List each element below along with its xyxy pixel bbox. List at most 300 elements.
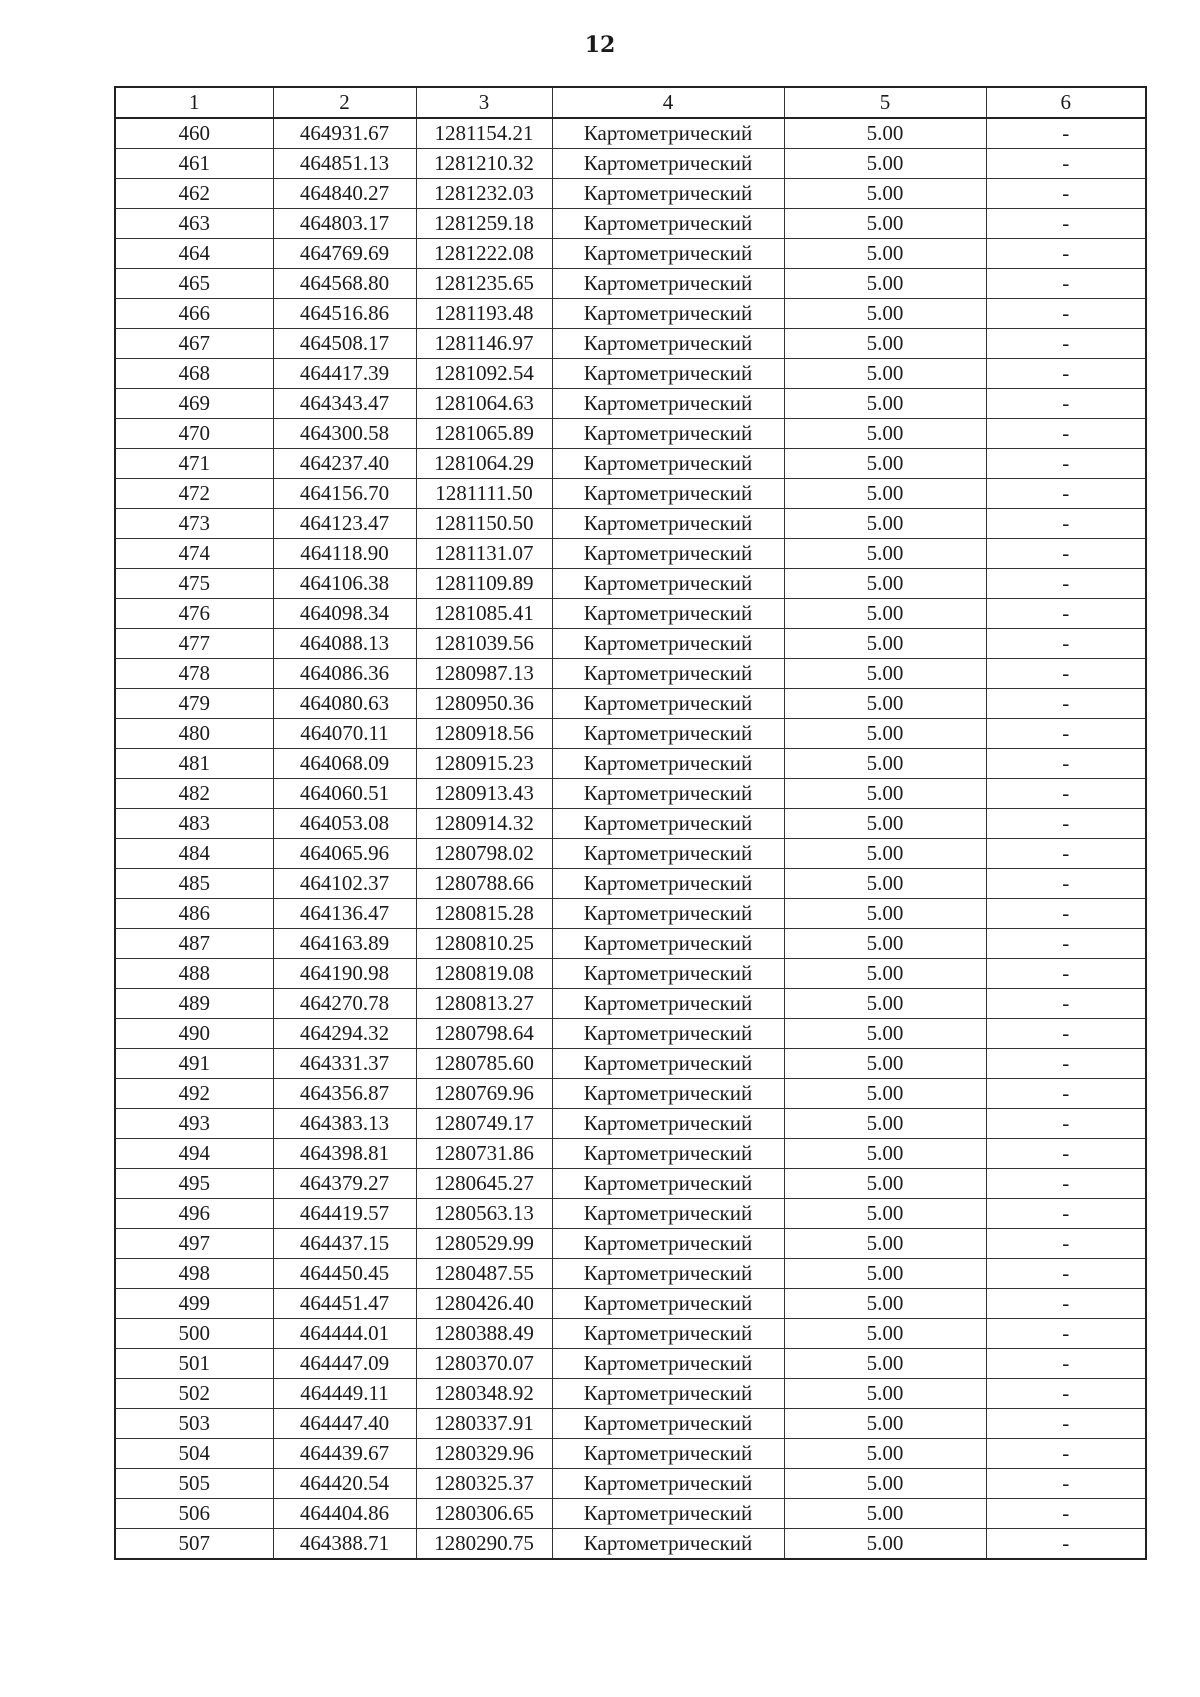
coordinates-table bbox=[114, 86, 1147, 1560]
table-row bbox=[115, 839, 1146, 869]
method-cell: Картометрический bbox=[552, 719, 784, 749]
method-cell: Картометрический bbox=[552, 539, 784, 569]
method-cell: Картометрический bbox=[552, 239, 784, 269]
table-row bbox=[115, 1169, 1146, 1199]
table-row bbox=[115, 989, 1146, 1019]
x-coordinate-cell: 464451.47 bbox=[273, 1289, 416, 1319]
method-cell: Картометрический bbox=[552, 1379, 784, 1409]
point-number-cell: 494 bbox=[115, 1139, 273, 1169]
method-cell: Картометрический bbox=[552, 329, 784, 359]
x-coordinate-cell: 464516.86 bbox=[273, 299, 416, 329]
x-coordinate-cell: 464190.98 bbox=[273, 959, 416, 989]
accuracy-cell: 5.00 bbox=[784, 659, 986, 689]
x-coordinate-cell: 464123.47 bbox=[273, 509, 416, 539]
point-number-cell: 507 bbox=[115, 1529, 273, 1560]
method-cell: Картометрический bbox=[552, 1259, 784, 1289]
y-coordinate-cell: 1280785.60 bbox=[416, 1049, 552, 1079]
table-row bbox=[115, 1259, 1146, 1289]
point-number-cell: 476 bbox=[115, 599, 273, 629]
accuracy-cell: 5.00 bbox=[784, 1289, 986, 1319]
description-cell: - bbox=[986, 659, 1146, 689]
method-cell: Картометрический bbox=[552, 1349, 784, 1379]
table-row bbox=[115, 539, 1146, 569]
point-number-cell: 498 bbox=[115, 1259, 273, 1289]
x-coordinate-cell: 464156.70 bbox=[273, 479, 416, 509]
description-cell: - bbox=[986, 719, 1146, 749]
column-header-5: 5 bbox=[784, 87, 986, 118]
point-number-cell: 502 bbox=[115, 1379, 273, 1409]
x-coordinate-cell: 464102.37 bbox=[273, 869, 416, 899]
point-number-cell: 487 bbox=[115, 929, 273, 959]
description-cell: - bbox=[986, 1079, 1146, 1109]
y-coordinate-cell: 1281193.48 bbox=[416, 299, 552, 329]
method-cell: Картометрический bbox=[552, 1319, 784, 1349]
y-coordinate-cell: 1280487.55 bbox=[416, 1259, 552, 1289]
description-cell: - bbox=[986, 389, 1146, 419]
method-cell: Картометрический bbox=[552, 599, 784, 629]
point-number-cell: 478 bbox=[115, 659, 273, 689]
x-coordinate-cell: 464851.13 bbox=[273, 149, 416, 179]
accuracy-cell: 5.00 bbox=[784, 929, 986, 959]
method-cell: Картометрический bbox=[552, 419, 784, 449]
table-row bbox=[115, 389, 1146, 419]
table-row bbox=[115, 779, 1146, 809]
point-number-cell: 499 bbox=[115, 1289, 273, 1319]
table-row bbox=[115, 479, 1146, 509]
description-cell: - bbox=[986, 299, 1146, 329]
x-coordinate-cell: 464088.13 bbox=[273, 629, 416, 659]
description-cell: - bbox=[986, 599, 1146, 629]
y-coordinate-cell: 1280529.99 bbox=[416, 1229, 552, 1259]
description-cell: - bbox=[986, 899, 1146, 929]
y-coordinate-cell: 1281154.21 bbox=[416, 118, 552, 149]
x-coordinate-cell: 464270.78 bbox=[273, 989, 416, 1019]
method-cell: Картометрический bbox=[552, 779, 784, 809]
description-cell: - bbox=[986, 359, 1146, 389]
accuracy-cell: 5.00 bbox=[784, 149, 986, 179]
x-coordinate-cell: 464388.71 bbox=[273, 1529, 416, 1560]
point-number-cell: 462 bbox=[115, 179, 273, 209]
accuracy-cell: 5.00 bbox=[784, 809, 986, 839]
description-cell: - bbox=[986, 479, 1146, 509]
x-coordinate-cell: 464420.54 bbox=[273, 1469, 416, 1499]
method-cell: Картометрический bbox=[552, 509, 784, 539]
x-coordinate-cell: 464447.09 bbox=[273, 1349, 416, 1379]
table-row bbox=[115, 1379, 1146, 1409]
method-cell: Картометрический bbox=[552, 749, 784, 779]
point-number-cell: 480 bbox=[115, 719, 273, 749]
point-number-cell: 461 bbox=[115, 149, 273, 179]
accuracy-cell: 5.00 bbox=[784, 509, 986, 539]
method-cell: Картометрический bbox=[552, 659, 784, 689]
y-coordinate-cell: 1281222.08 bbox=[416, 239, 552, 269]
method-cell: Картометрический bbox=[552, 1289, 784, 1319]
table-row bbox=[115, 1469, 1146, 1499]
description-cell: - bbox=[986, 1439, 1146, 1469]
y-coordinate-cell: 1281131.07 bbox=[416, 539, 552, 569]
point-number-cell: 486 bbox=[115, 899, 273, 929]
table-row bbox=[115, 149, 1146, 179]
x-coordinate-cell: 464449.11 bbox=[273, 1379, 416, 1409]
description-cell: - bbox=[986, 419, 1146, 449]
description-cell: - bbox=[986, 929, 1146, 959]
table-row bbox=[115, 359, 1146, 389]
y-coordinate-cell: 1281092.54 bbox=[416, 359, 552, 389]
y-coordinate-cell: 1280798.02 bbox=[416, 839, 552, 869]
point-number-cell: 465 bbox=[115, 269, 273, 299]
accuracy-cell: 5.00 bbox=[784, 1139, 986, 1169]
point-number-cell: 460 bbox=[115, 118, 273, 149]
accuracy-cell: 5.00 bbox=[784, 779, 986, 809]
y-coordinate-cell: 1280337.91 bbox=[416, 1409, 552, 1439]
description-cell: - bbox=[986, 1169, 1146, 1199]
accuracy-cell: 5.00 bbox=[784, 1079, 986, 1109]
accuracy-cell: 5.00 bbox=[784, 1409, 986, 1439]
description-cell: - bbox=[986, 509, 1146, 539]
accuracy-cell: 5.00 bbox=[784, 269, 986, 299]
description-cell: - bbox=[986, 1409, 1146, 1439]
point-number-cell: 470 bbox=[115, 419, 273, 449]
x-coordinate-cell: 464803.17 bbox=[273, 209, 416, 239]
accuracy-cell: 5.00 bbox=[784, 359, 986, 389]
x-coordinate-cell: 464331.37 bbox=[273, 1049, 416, 1079]
x-coordinate-cell: 464068.09 bbox=[273, 749, 416, 779]
y-coordinate-cell: 1280749.17 bbox=[416, 1109, 552, 1139]
table-row bbox=[115, 1019, 1146, 1049]
x-coordinate-cell: 464237.40 bbox=[273, 449, 416, 479]
description-cell: - bbox=[986, 179, 1146, 209]
description-cell: - bbox=[986, 1049, 1146, 1079]
point-number-cell: 469 bbox=[115, 389, 273, 419]
method-cell: Картометрический bbox=[552, 869, 784, 899]
method-cell: Картометрический bbox=[552, 1499, 784, 1529]
point-number-cell: 483 bbox=[115, 809, 273, 839]
table-row bbox=[115, 1529, 1146, 1560]
accuracy-cell: 5.00 bbox=[784, 1439, 986, 1469]
table-row bbox=[115, 599, 1146, 629]
table-row bbox=[115, 1079, 1146, 1109]
table-row bbox=[115, 269, 1146, 299]
accuracy-cell: 5.00 bbox=[784, 299, 986, 329]
y-coordinate-cell: 1280645.27 bbox=[416, 1169, 552, 1199]
y-coordinate-cell: 1281235.65 bbox=[416, 269, 552, 299]
table-header-row bbox=[115, 87, 1146, 118]
method-cell: Картометрический bbox=[552, 1019, 784, 1049]
description-cell: - bbox=[986, 1109, 1146, 1139]
x-coordinate-cell: 464098.34 bbox=[273, 599, 416, 629]
accuracy-cell: 5.00 bbox=[784, 1199, 986, 1229]
y-coordinate-cell: 1280290.75 bbox=[416, 1529, 552, 1560]
accuracy-cell: 5.00 bbox=[784, 569, 986, 599]
column-header-3: 3 bbox=[416, 87, 552, 118]
x-coordinate-cell: 464060.51 bbox=[273, 779, 416, 809]
accuracy-cell: 5.00 bbox=[784, 329, 986, 359]
y-coordinate-cell: 1280819.08 bbox=[416, 959, 552, 989]
description-cell: - bbox=[986, 329, 1146, 359]
accuracy-cell: 5.00 bbox=[784, 1379, 986, 1409]
x-coordinate-cell: 464343.47 bbox=[273, 389, 416, 419]
y-coordinate-cell: 1280915.23 bbox=[416, 749, 552, 779]
accuracy-cell: 5.00 bbox=[784, 239, 986, 269]
page-number: 12 bbox=[584, 32, 616, 58]
description-cell: - bbox=[986, 989, 1146, 1019]
description-cell: - bbox=[986, 959, 1146, 989]
x-coordinate-cell: 464053.08 bbox=[273, 809, 416, 839]
point-number-cell: 479 bbox=[115, 689, 273, 719]
x-coordinate-cell: 464437.15 bbox=[273, 1229, 416, 1259]
point-number-cell: 490 bbox=[115, 1019, 273, 1049]
accuracy-cell: 5.00 bbox=[784, 1499, 986, 1529]
table-row bbox=[115, 329, 1146, 359]
point-number-cell: 489 bbox=[115, 989, 273, 1019]
table-row bbox=[115, 629, 1146, 659]
y-coordinate-cell: 1280987.13 bbox=[416, 659, 552, 689]
column-header-2: 2 bbox=[273, 87, 416, 118]
x-coordinate-cell: 464294.32 bbox=[273, 1019, 416, 1049]
accuracy-cell: 5.00 bbox=[784, 1169, 986, 1199]
method-cell: Картометрический bbox=[552, 629, 784, 659]
accuracy-cell: 5.00 bbox=[784, 749, 986, 779]
description-cell: - bbox=[986, 1199, 1146, 1229]
description-cell: - bbox=[986, 1319, 1146, 1349]
accuracy-cell: 5.00 bbox=[784, 1529, 986, 1560]
description-cell: - bbox=[986, 1259, 1146, 1289]
table-row bbox=[115, 959, 1146, 989]
method-cell: Картометрический bbox=[552, 959, 784, 989]
x-coordinate-cell: 464379.27 bbox=[273, 1169, 416, 1199]
method-cell: Картометрический bbox=[552, 689, 784, 719]
method-cell: Картометрический bbox=[552, 1169, 784, 1199]
method-cell: Картометрический bbox=[552, 899, 784, 929]
method-cell: Картометрический bbox=[552, 179, 784, 209]
x-coordinate-cell: 464163.89 bbox=[273, 929, 416, 959]
x-coordinate-cell: 464383.13 bbox=[273, 1109, 416, 1139]
y-coordinate-cell: 1280731.86 bbox=[416, 1139, 552, 1169]
y-coordinate-cell: 1281064.29 bbox=[416, 449, 552, 479]
y-coordinate-cell: 1280914.32 bbox=[416, 809, 552, 839]
x-coordinate-cell: 464439.67 bbox=[273, 1439, 416, 1469]
method-cell: Картометрический bbox=[552, 989, 784, 1019]
y-coordinate-cell: 1281111.50 bbox=[416, 479, 552, 509]
point-number-cell: 481 bbox=[115, 749, 273, 779]
table-row bbox=[115, 1499, 1146, 1529]
point-number-cell: 466 bbox=[115, 299, 273, 329]
method-cell: Картометрический bbox=[552, 839, 784, 869]
x-coordinate-cell: 464447.40 bbox=[273, 1409, 416, 1439]
table-row bbox=[115, 689, 1146, 719]
table-row bbox=[115, 809, 1146, 839]
table-row bbox=[115, 509, 1146, 539]
description-cell: - bbox=[986, 809, 1146, 839]
accuracy-cell: 5.00 bbox=[784, 899, 986, 929]
method-cell: Картометрический bbox=[552, 1529, 784, 1560]
description-cell: - bbox=[986, 629, 1146, 659]
point-number-cell: 500 bbox=[115, 1319, 273, 1349]
x-coordinate-cell: 464300.58 bbox=[273, 419, 416, 449]
x-coordinate-cell: 464419.57 bbox=[273, 1199, 416, 1229]
point-number-cell: 471 bbox=[115, 449, 273, 479]
method-cell: Картометрический bbox=[552, 269, 784, 299]
accuracy-cell: 5.00 bbox=[784, 1469, 986, 1499]
method-cell: Картометрический bbox=[552, 149, 784, 179]
accuracy-cell: 5.00 bbox=[784, 869, 986, 899]
x-coordinate-cell: 464118.90 bbox=[273, 539, 416, 569]
description-cell: - bbox=[986, 689, 1146, 719]
accuracy-cell: 5.00 bbox=[784, 1319, 986, 1349]
y-coordinate-cell: 1280306.65 bbox=[416, 1499, 552, 1529]
y-coordinate-cell: 1280769.96 bbox=[416, 1079, 552, 1109]
accuracy-cell: 5.00 bbox=[784, 1019, 986, 1049]
column-header-4: 4 bbox=[552, 87, 784, 118]
accuracy-cell: 5.00 bbox=[784, 209, 986, 239]
table-row bbox=[115, 419, 1146, 449]
accuracy-cell: 5.00 bbox=[784, 479, 986, 509]
y-coordinate-cell: 1280563.13 bbox=[416, 1199, 552, 1229]
accuracy-cell: 5.00 bbox=[784, 989, 986, 1019]
table-body bbox=[115, 118, 1146, 1559]
y-coordinate-cell: 1281085.41 bbox=[416, 599, 552, 629]
y-coordinate-cell: 1280370.07 bbox=[416, 1349, 552, 1379]
point-number-cell: 467 bbox=[115, 329, 273, 359]
method-cell: Картометрический bbox=[552, 209, 784, 239]
column-header-1: 1 bbox=[115, 87, 273, 118]
method-cell: Картометрический bbox=[552, 1199, 784, 1229]
y-coordinate-cell: 1281065.89 bbox=[416, 419, 552, 449]
accuracy-cell: 5.00 bbox=[784, 539, 986, 569]
point-number-cell: 485 bbox=[115, 869, 273, 899]
point-number-cell: 475 bbox=[115, 569, 273, 599]
x-coordinate-cell: 464398.81 bbox=[273, 1139, 416, 1169]
column-header-6: 6 bbox=[986, 87, 1146, 118]
description-cell: - bbox=[986, 839, 1146, 869]
table-row bbox=[115, 569, 1146, 599]
point-number-cell: 495 bbox=[115, 1169, 273, 1199]
method-cell: Картометрический bbox=[552, 1109, 784, 1139]
table-row bbox=[115, 659, 1146, 689]
x-coordinate-cell: 464840.27 bbox=[273, 179, 416, 209]
point-number-cell: 472 bbox=[115, 479, 273, 509]
point-number-cell: 493 bbox=[115, 1109, 273, 1139]
table-row bbox=[115, 1109, 1146, 1139]
x-coordinate-cell: 464136.47 bbox=[273, 899, 416, 929]
point-number-cell: 505 bbox=[115, 1469, 273, 1499]
table-row bbox=[115, 179, 1146, 209]
y-coordinate-cell: 1280388.49 bbox=[416, 1319, 552, 1349]
table-row bbox=[115, 1139, 1146, 1169]
y-coordinate-cell: 1280913.43 bbox=[416, 779, 552, 809]
method-cell: Картометрический bbox=[552, 1139, 784, 1169]
method-cell: Картометрический bbox=[552, 479, 784, 509]
accuracy-cell: 5.00 bbox=[784, 1349, 986, 1379]
x-coordinate-cell: 464080.63 bbox=[273, 689, 416, 719]
point-number-cell: 506 bbox=[115, 1499, 273, 1529]
table-row bbox=[115, 1289, 1146, 1319]
x-coordinate-cell: 464404.86 bbox=[273, 1499, 416, 1529]
method-cell: Картометрический bbox=[552, 299, 784, 329]
point-number-cell: 477 bbox=[115, 629, 273, 659]
y-coordinate-cell: 1280788.66 bbox=[416, 869, 552, 899]
method-cell: Картометрический bbox=[552, 1409, 784, 1439]
description-cell: - bbox=[986, 149, 1146, 179]
description-cell: - bbox=[986, 779, 1146, 809]
accuracy-cell: 5.00 bbox=[784, 689, 986, 719]
point-number-cell: 468 bbox=[115, 359, 273, 389]
x-coordinate-cell: 464931.67 bbox=[273, 118, 416, 149]
accuracy-cell: 5.00 bbox=[784, 959, 986, 989]
description-cell: - bbox=[986, 1529, 1146, 1560]
point-number-cell: 504 bbox=[115, 1439, 273, 1469]
y-coordinate-cell: 1281039.56 bbox=[416, 629, 552, 659]
point-number-cell: 463 bbox=[115, 209, 273, 239]
table-row bbox=[115, 1049, 1146, 1079]
x-coordinate-cell: 464450.45 bbox=[273, 1259, 416, 1289]
accuracy-cell: 5.00 bbox=[784, 179, 986, 209]
accuracy-cell: 5.00 bbox=[784, 419, 986, 449]
accuracy-cell: 5.00 bbox=[784, 719, 986, 749]
description-cell: - bbox=[986, 449, 1146, 479]
description-cell: - bbox=[986, 239, 1146, 269]
table-row bbox=[115, 1439, 1146, 1469]
table-row bbox=[115, 209, 1146, 239]
description-cell: - bbox=[986, 1289, 1146, 1319]
point-number-cell: 474 bbox=[115, 539, 273, 569]
description-cell: - bbox=[986, 209, 1146, 239]
x-coordinate-cell: 464508.17 bbox=[273, 329, 416, 359]
table-row bbox=[115, 869, 1146, 899]
x-coordinate-cell: 464106.38 bbox=[273, 569, 416, 599]
point-number-cell: 488 bbox=[115, 959, 273, 989]
point-number-cell: 484 bbox=[115, 839, 273, 869]
accuracy-cell: 5.00 bbox=[784, 1049, 986, 1079]
y-coordinate-cell: 1280325.37 bbox=[416, 1469, 552, 1499]
accuracy-cell: 5.00 bbox=[784, 1109, 986, 1139]
description-cell: - bbox=[986, 1349, 1146, 1379]
y-coordinate-cell: 1281109.89 bbox=[416, 569, 552, 599]
y-coordinate-cell: 1281232.03 bbox=[416, 179, 552, 209]
y-coordinate-cell: 1280798.64 bbox=[416, 1019, 552, 1049]
table-row bbox=[115, 1349, 1146, 1379]
point-number-cell: 491 bbox=[115, 1049, 273, 1079]
table-row bbox=[115, 118, 1146, 149]
y-coordinate-cell: 1281146.97 bbox=[416, 329, 552, 359]
point-number-cell: 497 bbox=[115, 1229, 273, 1259]
accuracy-cell: 5.00 bbox=[784, 1259, 986, 1289]
y-coordinate-cell: 1281064.63 bbox=[416, 389, 552, 419]
description-cell: - bbox=[986, 869, 1146, 899]
accuracy-cell: 5.00 bbox=[784, 389, 986, 419]
y-coordinate-cell: 1280348.92 bbox=[416, 1379, 552, 1409]
y-coordinate-cell: 1280810.25 bbox=[416, 929, 552, 959]
description-cell: - bbox=[986, 749, 1146, 779]
point-number-cell: 503 bbox=[115, 1409, 273, 1439]
x-coordinate-cell: 464769.69 bbox=[273, 239, 416, 269]
description-cell: - bbox=[986, 1019, 1146, 1049]
table-row bbox=[115, 899, 1146, 929]
accuracy-cell: 5.00 bbox=[784, 1229, 986, 1259]
table-row bbox=[115, 239, 1146, 269]
method-cell: Картометрический bbox=[552, 449, 784, 479]
point-number-cell: 482 bbox=[115, 779, 273, 809]
x-coordinate-cell: 464356.87 bbox=[273, 1079, 416, 1109]
method-cell: Картометрический bbox=[552, 118, 784, 149]
method-cell: Картометрический bbox=[552, 1469, 784, 1499]
table-row bbox=[115, 1199, 1146, 1229]
y-coordinate-cell: 1280815.28 bbox=[416, 899, 552, 929]
point-number-cell: 501 bbox=[115, 1349, 273, 1379]
description-cell: - bbox=[986, 539, 1146, 569]
method-cell: Картометрический bbox=[552, 389, 784, 419]
table-row bbox=[115, 929, 1146, 959]
